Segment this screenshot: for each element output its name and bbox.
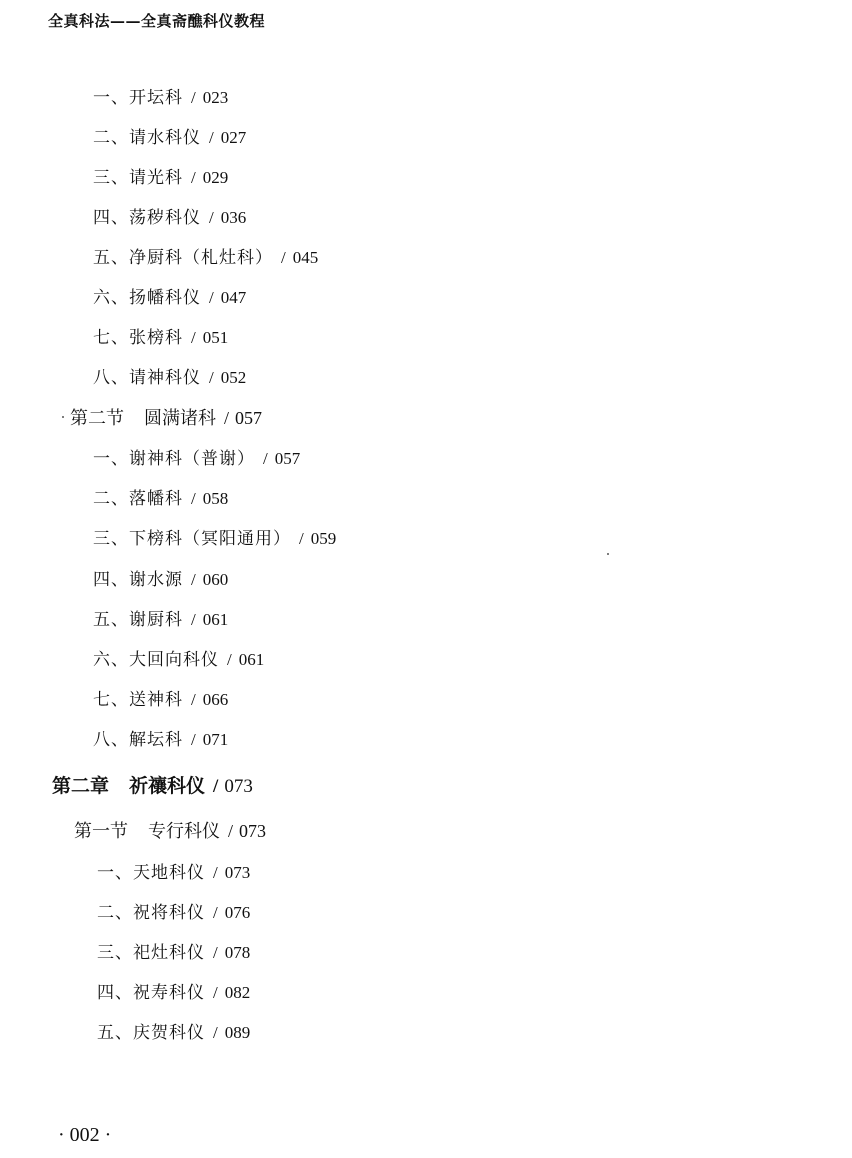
toc-entry[interactable] [93,691,228,709]
toc-entry-label: 四、荡秽科仪 [93,208,201,228]
toc-entry-label: 一、开坛科 [93,88,183,108]
toc-entry[interactable] [93,450,300,468]
toc-separator: / [191,328,197,347]
toc-page-ref: 066 [202,690,229,709]
toc-entry-label: 四、祝寿科仪 [97,983,205,1003]
toc-separator: / [191,168,197,187]
toc-entry[interactable] [93,369,246,387]
toc-page-ref: 078 [224,943,251,962]
toc-separator: / [191,690,197,709]
toc-separator: / [227,650,233,669]
toc-page-ref: 023 [202,88,229,107]
toc-separator: / [191,610,197,629]
section-title: 专行科仪 [148,821,220,842]
toc-entry[interactable] [97,864,250,882]
toc-separator: / [281,248,287,267]
toc-entry-label: 四、谢水源 [93,570,183,590]
toc-page-ref: 051 [202,328,229,347]
toc-separator: / [209,368,215,387]
toc-entry-label: 五、庆贺科仪 [97,1023,205,1043]
toc-page-ref: 073 [239,821,267,841]
chapter-number: 第二章 [52,775,110,797]
scan-speck [62,416,64,418]
toc-page-ref: 029 [202,168,229,187]
toc-entry-label: 二、请水科仪 [93,128,201,148]
toc-page-ref: 071 [202,730,229,749]
toc-entry-label: 三、祀灶科仪 [97,943,205,963]
toc-separator: / [299,529,305,548]
toc-entry[interactable] [97,1024,250,1042]
toc-separator: / [213,943,219,962]
toc-page-ref: 082 [224,983,251,1002]
toc-page-ref: 060 [202,570,229,589]
toc-separator: / [191,730,197,749]
toc-entry[interactable] [97,984,250,1002]
toc-entry[interactable] [93,530,336,548]
toc-separator: / [213,1023,219,1042]
toc-separator: / [209,128,215,147]
toc-page-ref: 057 [274,449,301,468]
toc-separator: / [228,821,234,841]
toc-page-ref: 036 [220,208,247,227]
toc-entry-label: 二、落幡科 [93,489,183,509]
toc-entry[interactable] [93,571,228,589]
toc-entry-label: 六、大回向科仪 [93,650,219,670]
toc-entry-label: 八、解坛科 [93,730,183,750]
toc-entry[interactable] [93,209,246,227]
toc-separator: / [213,863,219,882]
toc-entry[interactable] [97,904,250,922]
toc-separator: / [191,489,197,508]
toc-page-ref: 061 [238,650,265,669]
section-number: 第二节 [70,408,124,429]
toc-chapter-heading[interactable] [52,777,253,796]
toc-page-ref: 058 [202,489,229,508]
toc-entry-label: 五、净厨科（札灶科） [93,248,273,268]
toc-separator: / [213,903,219,922]
toc-separator: / [263,449,269,468]
toc-page-ref: 045 [292,248,319,267]
toc-entry-label: 一、谢神科（普谢） [93,449,255,469]
toc-entry-label: 七、张榜科 [93,328,183,348]
toc-entry[interactable] [93,651,264,669]
toc-separator: / [213,776,219,797]
toc-entry-label: 三、下榜科（冥阳通用） [93,529,291,549]
toc-page-ref: 047 [220,288,247,307]
toc-entry[interactable] [93,611,228,629]
toc-entry[interactable] [93,289,246,307]
toc-entry[interactable] [93,89,228,107]
toc-entry[interactable] [97,944,250,962]
toc-entry[interactable] [93,249,318,267]
toc-section-heading[interactable] [70,409,262,428]
section-number: 第一节 [74,821,128,842]
toc-separator: / [191,570,197,589]
toc-separator: / [209,208,215,227]
toc-page-ref: 089 [224,1023,251,1042]
toc-entry-label: 六、扬幡科仪 [93,288,201,308]
toc-entry[interactable] [93,490,228,508]
toc-entry[interactable] [93,329,228,347]
toc-entry-label: 五、谢厨科 [93,610,183,630]
toc-page-ref: 052 [220,368,247,387]
toc-entry-label: 三、请光科 [93,168,183,188]
toc-page-ref: 073 [224,863,251,882]
toc-page-ref: 059 [310,529,337,548]
toc-entry-label: 二、祝将科仪 [97,903,205,923]
page-number: · 002 · [58,1124,112,1146]
toc-section-heading[interactable] [74,822,266,841]
toc-page-ref: 061 [202,610,229,629]
toc-separator: / [224,408,230,428]
section-title: 圆满诸科 [144,408,216,429]
toc-page-ref: 076 [224,903,251,922]
toc-separator: / [209,288,215,307]
toc-entry-label: 七、送神科 [93,690,183,710]
toc-page-ref: 027 [220,128,247,147]
toc-entry[interactable] [93,129,246,147]
toc-separator: / [191,88,197,107]
toc-entry[interactable] [93,169,228,187]
running-head: 全真科法——全真斋醮科仪教程 [48,12,266,30]
toc-entry-label: 八、请神科仪 [93,368,201,388]
toc-separator: / [213,983,219,1002]
toc-page-ref: 057 [235,408,263,428]
toc-entry[interactable] [93,731,228,749]
toc-page-ref: 073 [224,776,253,797]
scan-speck [607,553,609,555]
chapter-title: 祈禳科仪 [129,775,206,797]
toc-entry-label: 一、天地科仪 [97,863,205,883]
